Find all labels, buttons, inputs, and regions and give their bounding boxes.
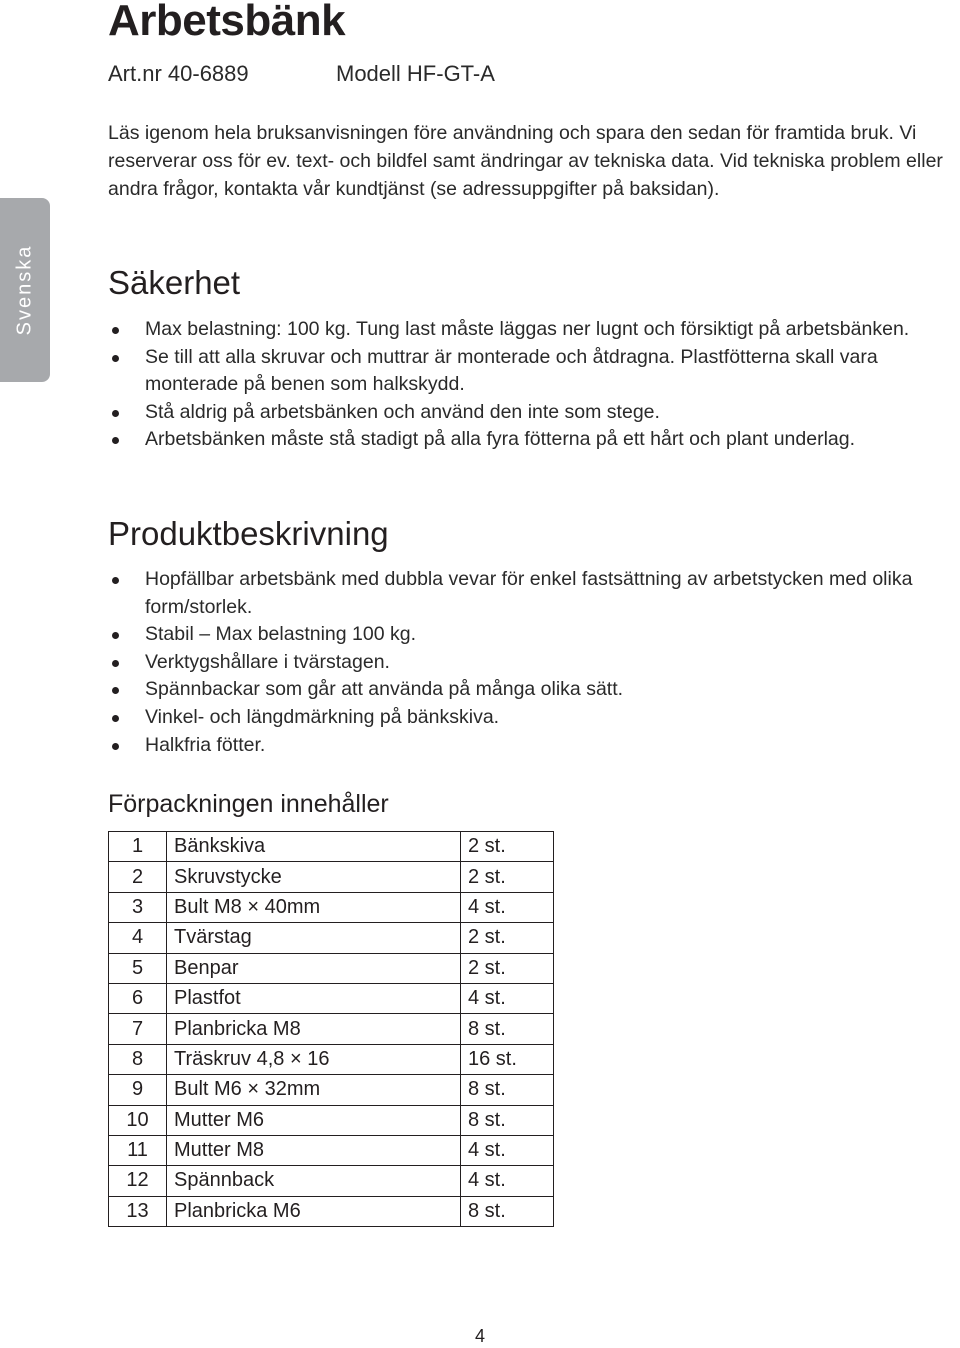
list-item: Vinkel- och längdmärkning på bänkskiva.: [108, 704, 958, 732]
table-row: [109, 983, 554, 1013]
item-name: Träskruv 4,8 × 16: [167, 1044, 461, 1074]
list-item: Max belastning: 100 kg. Tung last måste läggas ner lugnt och försiktigt på arbetsbänken.: [108, 316, 958, 344]
safety-heading: Säkerhet: [108, 264, 241, 301]
page-title: Arbetsbänk: [108, 0, 346, 45]
package-contents-table: [108, 831, 554, 1227]
article-info: [108, 60, 495, 88]
table-row: [109, 953, 554, 983]
list-item: Arbetsbänken måste stå stadigt på alla fyra fötterna på ett hårt och plant underlag.: [108, 426, 958, 454]
model-number: Modell HF-GT-A: [336, 61, 495, 86]
list-item: Se till att alla skruvar och muttrar är monterade och åtdragna. Plastfötterna skall vara monterade på benen som halkskydd.: [108, 344, 958, 399]
item-number: 6: [109, 983, 167, 1013]
product-heading: Produktbeskrivning: [108, 515, 389, 552]
item-number: 3: [109, 892, 167, 922]
list-item: Spännbackar som går att använda på många olika sätt.: [108, 676, 958, 704]
article-number: Art.nr 40-6889: [108, 61, 249, 86]
item-quantity: 2 st.: [461, 953, 554, 983]
item-name: Tvärstag: [167, 923, 461, 953]
item-quantity: 16 st.: [461, 1044, 554, 1074]
table-row: [109, 1166, 554, 1196]
item-number: 4: [109, 923, 167, 953]
safety-list: [108, 316, 958, 454]
item-name: Benpar: [167, 953, 461, 983]
item-name: Planbricka M8: [167, 1014, 461, 1044]
item-quantity: 4 st.: [461, 1135, 554, 1165]
item-quantity: 2 st.: [461, 832, 554, 862]
package-heading: Förpackningen innehåller: [108, 790, 389, 818]
item-name: Mutter M6: [167, 1105, 461, 1135]
table-row: [109, 1135, 554, 1165]
list-item: Stabil – Max belastning 100 kg.: [108, 621, 958, 649]
list-item: Halkfria fötter.: [108, 732, 958, 760]
item-quantity: 4 st.: [461, 983, 554, 1013]
item-name: Plastfot: [167, 983, 461, 1013]
list-item: Stå aldrig på arbetsbänken och använd den inte som stege.: [108, 399, 958, 427]
item-name: Skruvstycke: [167, 862, 461, 892]
language-tab-label: Svenska: [13, 244, 36, 336]
item-quantity: 8 st.: [461, 1105, 554, 1135]
item-number: 11: [109, 1135, 167, 1165]
item-number: 8: [109, 1044, 167, 1074]
item-number: 12: [109, 1166, 167, 1196]
language-tab: [0, 198, 50, 382]
list-item: Verktygshållare i tvärstagen.: [108, 649, 958, 677]
item-quantity: 4 st.: [461, 1166, 554, 1196]
table-row: [109, 862, 554, 892]
item-number: 9: [109, 1075, 167, 1105]
item-quantity: 4 st.: [461, 892, 554, 922]
table-row: [109, 1196, 554, 1226]
item-name: Bänkskiva: [167, 832, 461, 862]
item-name: Bult M6 × 32mm: [167, 1075, 461, 1105]
item-number: 13: [109, 1196, 167, 1226]
item-quantity: 8 st.: [461, 1075, 554, 1105]
item-quantity: 2 st.: [461, 923, 554, 953]
item-number: 2: [109, 862, 167, 892]
product-list: [108, 566, 958, 759]
table-row: [109, 1014, 554, 1044]
item-number: 1: [109, 832, 167, 862]
item-name: Mutter M8: [167, 1135, 461, 1165]
item-quantity: 8 st.: [461, 1014, 554, 1044]
item-name: Spännback: [167, 1166, 461, 1196]
item-name: Bult M8 × 40mm: [167, 892, 461, 922]
table-row: [109, 1075, 554, 1105]
table-row: [109, 923, 554, 953]
table-row: [109, 1044, 554, 1074]
item-number: 7: [109, 1014, 167, 1044]
item-number: 5: [109, 953, 167, 983]
list-item: Hopfällbar arbetsbänk med dubbla vevar för enkel fastsättning av arbetstycken med olika form/storlek.: [108, 566, 958, 621]
table-row: [109, 832, 554, 862]
table-row: [109, 892, 554, 922]
intro-text: Läs igenom hela bruksanvisningen före användning och spara den sedan för framtida bruk. Vi reserverar oss för ev. text- och bildfel samt ändringar av tekniska data. Vid tekniska problem eller andra frågor, kontakta vår kundtjänst (se adressuppgifter på baksidan).: [108, 122, 943, 200]
table-row: [109, 1105, 554, 1135]
item-name: Planbricka M6: [167, 1196, 461, 1226]
item-quantity: 8 st.: [461, 1196, 554, 1226]
page-number: 4: [474, 1326, 485, 1346]
item-quantity: 2 st.: [461, 862, 554, 892]
item-number: 10: [109, 1105, 167, 1135]
